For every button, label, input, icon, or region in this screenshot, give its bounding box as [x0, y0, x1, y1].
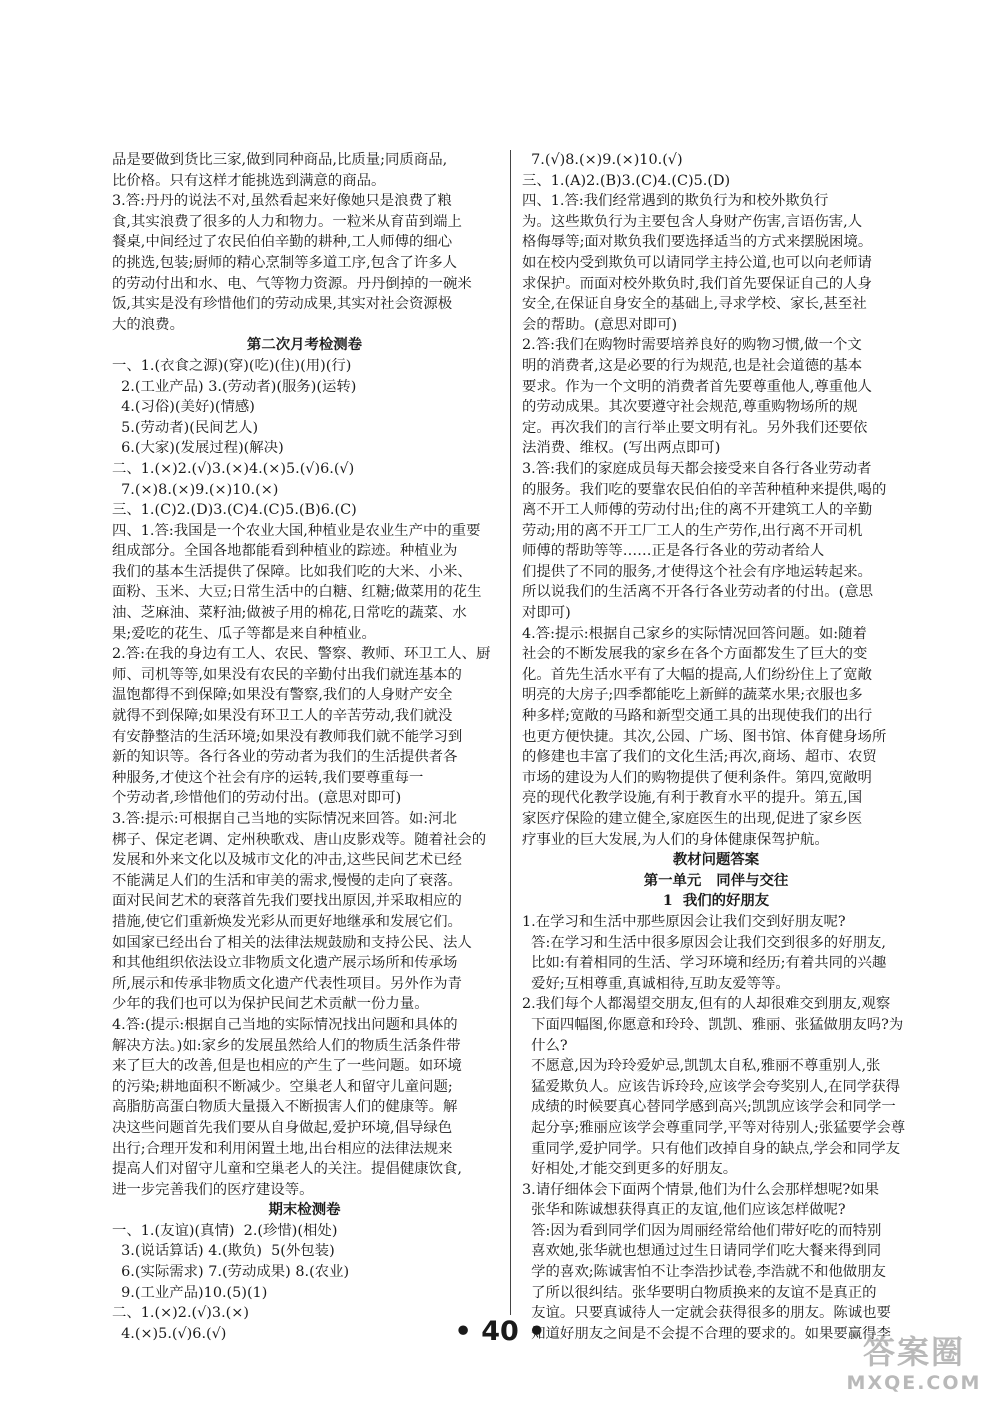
text-line: 爱好;互相尊重,真诚相待,互助友爱等等。 — [522, 975, 790, 992]
text-line: 不愿意,因为玲玲爱妒忌,凯凯太自私,雅丽不尊重别人,张 — [522, 1058, 881, 1075]
text-line: 张华和陈诚想获得真正的友谊,他们应该怎样做呢? — [522, 1202, 846, 1219]
text-line: 明的消费者,这是必要的行为规范,也是社会道德的基本 — [522, 357, 863, 374]
text-line: 面粉、玉米、大豆;日常生活中的白糖、红糖;做菜用的花生 — [112, 584, 482, 601]
text-line: 好相处,才能交到更多的好朋友。 — [522, 1161, 738, 1178]
text-line: 一、1.(衣食之源)(穿)(吃)(住)(用)(行) — [112, 357, 352, 374]
text-line: 安全,在保证自身安全的基础上,寻求学校、家长,甚至社 — [522, 296, 867, 313]
text-line: 来了巨大的改善,但是也相应的产生了一些问题。如环境 — [112, 1058, 462, 1075]
text-line: 不能满足人们的生活和审美的需求,慢慢的走向了衰落。 — [112, 872, 462, 889]
text-line: 答:在学习和生活中很多原因会让我们交到很多的好朋友, — [522, 934, 886, 951]
left-column — [112, 150, 497, 1344]
text-line: 明亮的大房子;四季都能吃上新鲜的蔬菜水果;衣服也多 — [522, 687, 863, 704]
text-line: 师傅的帮助等等……正是各行各业的劳动者给人 — [522, 543, 825, 560]
text-line: 饭,其实是没有珍惜他们的劳动成果,其实对社会资源极 — [112, 296, 453, 313]
text-line: 一、1.(友谊)(真情) 2.(珍惜)(相处) — [112, 1222, 338, 1239]
text-line: 2.答:在我的身边有工人、农民、警察、教师、环卫工人、厨 — [112, 646, 491, 663]
column-divider — [510, 150, 511, 1315]
text-line: 所以说我们的生活离不开各行各业劳动者的付出。(意思 — [522, 584, 873, 601]
text-line: 了所以很纠结。张华要明白物质换来的友谊不是真正的 — [522, 1284, 877, 1301]
text-line: 高脂肪高蛋白物质大量摄入不断损害人们的健康等。解 — [112, 1099, 458, 1116]
text-line: 提高人们对留守儿童和空巢老人的关注。提倡健康饮食, — [112, 1161, 462, 1178]
watermark-url: MXQE.COM — [846, 1372, 982, 1394]
text-line: 3.请仔细体会下面两个情景,他们为什么会那样想呢?如果 — [522, 1181, 880, 1198]
text-line: 下面四幅图,你愿意和玲玲、凯凯、雅丽、张猛做朋友吗?为 — [522, 1016, 904, 1033]
text-line: 定。再次我们的言行举止要文明有礼。另外我们还要依 — [522, 419, 868, 436]
text-line: 种服务,才使这个社会有序的运转,我们要尊重每一 — [112, 769, 424, 786]
text-line: 对即可) — [522, 605, 571, 622]
text-line: 起分享;雅丽应该学会尊重同学,平等对待别人;张猛要学会尊 — [522, 1119, 906, 1136]
text-line: 师、司机等等,如果没有农民的辛勤付出我们就连基本的 — [112, 666, 462, 683]
text-line: 6.(实际需求) 7.(劳动成果) 8.(农业) — [112, 1264, 350, 1281]
text-line: 亮的现代化教学设施,有利于教育水平的提升。第五,国 — [522, 790, 863, 807]
text-line: 个劳动者,珍惜他们的劳动付出。(意思对即可) — [112, 790, 402, 807]
text-line: 大的浪费。 — [112, 316, 184, 333]
text-line: 离不开工人师傅的劳动付出;住的离不开建筑工人的辛勤 — [522, 502, 873, 519]
text-line: 如在校内受到欺负可以请同学主持公道,也可以向老师请 — [522, 254, 872, 271]
text-line: 7.(√)8.(×)9.(×)10.(√) — [522, 152, 683, 168]
text-line: 2.(工业产品) 3.(劳动者)(服务)(运转) — [112, 378, 357, 395]
text-line: 4.答:(提示:根据自己当地的实际情况找出问题和具体的 — [112, 1016, 458, 1033]
text-line: 餐桌,中间经过了农民伯伯辛勤的耕种,工人师傅的细心 — [112, 234, 453, 251]
text-line: 法消费、维权。(写出两点即可) — [522, 440, 721, 457]
text-line: 4.(习俗)(美好)(情感) — [112, 399, 255, 416]
text-line: 会的帮助。(意思对即可) — [522, 316, 678, 333]
text-line: 疗事业的巨大发展,为人们的身体健康保驾护航。 — [522, 831, 829, 848]
text-line: 四、1.答:我国是一个农业大国,种植业是农业生产中的重要 — [112, 522, 481, 539]
text-line: 三、1.(C)2.(D)3.(C)4.(C)5.(B)6.(C) — [112, 502, 357, 519]
right-column — [522, 150, 910, 1344]
text-line: 二、1.(×)2.(√)3.(×)4.(×)5.(√)6.(√) — [112, 460, 355, 477]
text-line: 梆子、保定老调、定州秧歌戏、唐山皮影戏等。随着社会的 — [112, 831, 487, 848]
text-line: 比如:有着相同的生活、学习环境和经历;有着共同的兴趣 — [522, 955, 887, 972]
text-line: 所,展示和传承非物质文化遗产代表性项目。另外作为青 — [112, 975, 462, 992]
text-line: 解决方法。)如:家乡的发展虽然给人们的物质生活条件带 — [112, 1037, 461, 1054]
text-line: 3.(说话算话) 4.(欺负) 5(外包装) — [112, 1243, 335, 1260]
text-line: 4.答:提示:根据自己家乡的实际情况回答问题。如:随着 — [522, 625, 867, 642]
text-line: 油、芝麻油、菜籽油;做被子用的棉花,日常吃的蔬菜、水 — [112, 605, 467, 622]
text-line: 3.答:提示:可根据自己当地的实际情况来回答。如:河北 — [112, 811, 457, 827]
text-line: 食,其实浪费了很多的人力和物力。一粒米从育苗到端上 — [112, 213, 462, 230]
text-line: 劳动;用的离不开工厂工人的生产劳作,出行离不开司机 — [522, 522, 863, 539]
text-line: 发展和外来文化以及城市文化的冲击,这些民间艺术已经 — [112, 852, 462, 869]
text-line: 组成部分。全国各地都能看到种植业的踪迹。种植业为 — [112, 543, 458, 560]
text-line: 温饱都得不到保障;如果没有警察,我们的人身财产安全 — [112, 687, 453, 704]
text-line: 们提供了不同的服务,才使得这个社会有序地运转起来。 — [522, 563, 872, 580]
text-line: 的修建也丰富了我们的文化生活;再次,商场、超市、农贸 — [522, 749, 877, 766]
text-line: 友谊。只要真诚待人一定就会获得很多的朋友。陈诚也要 — [522, 1305, 891, 1322]
text-line: 3.答:我们的家庭成员每天都会接受来自各行各业劳动者 — [522, 460, 872, 477]
text-line: 3.答:丹丹的说法不对,虽然看起来好像她只是浪费了粮 — [112, 193, 452, 210]
text-line: 9.(工业产品)10.(5)(1) — [112, 1284, 268, 1301]
text-line: 决这些问题首先我们要从自身做起,爱护环境,倡导绿色 — [112, 1119, 453, 1136]
text-line: 2.我们每个人都渴望交朋友,但有的人却很难交到朋友,观察 — [522, 996, 891, 1013]
watermark-logo — [840, 1333, 988, 1403]
text-line: 5.(劳动者)(民间艺人) — [112, 419, 259, 436]
text-line: 出行;合理开发和利用闲置土地,出台相应的法律法规来 — [112, 1140, 453, 1157]
text-line: 1.在学习和生活中那些原因会让我们交到好朋友呢? — [522, 913, 846, 930]
section-heading: 1 我们的好朋友 — [662, 892, 770, 910]
text-line: 学的喜欢;陈诚害怕不让李浩抄试卷,李浩就不和他做朋友 — [522, 1264, 886, 1281]
text-line: 果;爱吃的花生、瓜子等都是来自种植业。 — [112, 625, 376, 642]
text-line: 知道好朋友之间是不会提不合理的要求的。如果要赢得李 — [522, 1325, 891, 1342]
text-line: 进一步完善我们的医疗建设等。 — [112, 1181, 314, 1198]
text-line: 重同学,爱护同学。只有他们改掉自身的缺点,学会和同学友 — [522, 1140, 901, 1157]
text-line: 2.答:我们在购物时需要培养良好的购物习惯,做一个文 — [522, 337, 862, 354]
text-line: 喜欢她,张华就也想通过过生日请同学们吃大餐来得到同 — [522, 1243, 882, 1260]
text-line: 和其他组织依法设立非物质文化遗产展示场所和传承场 — [112, 955, 458, 972]
text-line: 比价格。只有这样才能挑选到满意的商品。 — [112, 172, 386, 189]
text-line: 化。首先生活水平有了大幅的提高,人们纷纷住上了宽敞 — [522, 666, 872, 683]
text-line: 就得不到保障;如果没有环卫工人的辛苦劳动,我们就没 — [112, 708, 453, 725]
text-line: 我们的基本生活提供了保障。比如我们吃的大米、小米、 — [112, 563, 472, 580]
text-line: 的劳动付出和水、电、气等物力资源。丹丹倒掉的一碗米 — [112, 275, 472, 292]
text-line: 家医疗保险的建立健全,家庭医生的出现,促进了家乡医 — [522, 811, 863, 827]
watermark-logo-text: 答案圈 — [862, 1333, 965, 1371]
section-heading: 第一单元 同伴与交往 — [643, 871, 789, 889]
text-line: 三、1.(A)2.(B)3.(C)4.(C)5.(D) — [522, 172, 731, 189]
text-line: 4.(×)5.(√)6.(√) — [112, 1325, 227, 1342]
text-line: 求保护。而面对校外欺负时,我们首先要保证自己的人身 — [522, 275, 872, 292]
text-line: 6.(大家)(发展过程)(解决) — [112, 440, 284, 457]
text-line: 如国家已经出台了相关的法律法规鼓励和支持公民、法人 — [112, 934, 472, 951]
text-line: 猛爱欺负人。应该告诉玲玲,应该学会夸奖别人,在同学获得 — [522, 1078, 901, 1095]
text-line: 少年的我们也可以为保护民间艺术贡献一份力量。 — [112, 996, 429, 1013]
text-line: 要求。作为一个文明的消费者首先要尊重他人,尊重他人 — [522, 378, 872, 395]
text-line: 格侮辱等;面对欺负我们要选择适当的方式来摆脱困境。 — [522, 234, 873, 251]
text-line: 社会的不断发展我的家乡在各个方面都发生了巨大的变 — [522, 646, 868, 663]
text-line: 种多样;宽敞的马路和新型交通工具的出现使我们的出行 — [522, 708, 873, 725]
text-line: 品是要做到货比三家,做到同种商品,比质量;同质商品, — [112, 152, 448, 168]
text-line: 也更方便快捷。其次,公园、广场、图书馆、体育健身场所 — [522, 728, 887, 745]
text-line: 7.(×)8.(×)9.(×)10.(×) — [112, 481, 279, 498]
text-line: 市场的建设为人们的购物提供了便利条件。第四,宽敞明 — [522, 769, 872, 786]
text-line: 新的知识等。各行各业的劳动者为我们的生活提供者各 — [112, 749, 458, 766]
text-line: 成绩的时候要真心替同学感到高兴;凯凯应该学会和同学一 — [522, 1099, 896, 1116]
section-heading: 期末检测卷 — [268, 1201, 341, 1219]
page-number: • 40 • — [454, 1316, 546, 1347]
text-line: 为。这些欺负行为主要包含人身财产伤害,言语伤害,人 — [522, 213, 863, 230]
section-heading: 教材问题答案 — [672, 851, 760, 869]
section-heading: 第二次月考检测卷 — [246, 336, 363, 354]
text-line: 的挑选,包装;厨师的精心烹制等多道工序,包含了许多人 — [112, 254, 457, 271]
text-line: 什么? — [522, 1037, 568, 1054]
text-line: 答:因为看到同学们因为周丽经常给他们带好吃的而特别 — [522, 1222, 882, 1239]
text-line: 面对民间艺术的衰落首先我们要找出原因,并采取相应的 — [112, 893, 462, 910]
text-line: 有安静整洁的生活环境;如果没有教师我们就不能学习到 — [112, 728, 463, 745]
text-line: 的劳动成果。其次要遵守社会规范,尊重购物场所的规 — [522, 399, 858, 416]
text-line: 四、1.答:我们经常遇到的欺负行为和校外欺负行 — [522, 193, 829, 210]
text-line: 措施,使它们重新焕发光彩从而更好地继承和发展它们。 — [112, 913, 462, 930]
text-line: 二、1.(×)2.(√)3.(×) — [112, 1305, 249, 1322]
text-line: 的服务。我们吃的要靠农民伯伯的辛苦种植种来提供,喝的 — [522, 481, 887, 498]
text-line: 的污染;耕地面积不断减少。空巢老人和留守儿童问题; — [112, 1078, 453, 1095]
